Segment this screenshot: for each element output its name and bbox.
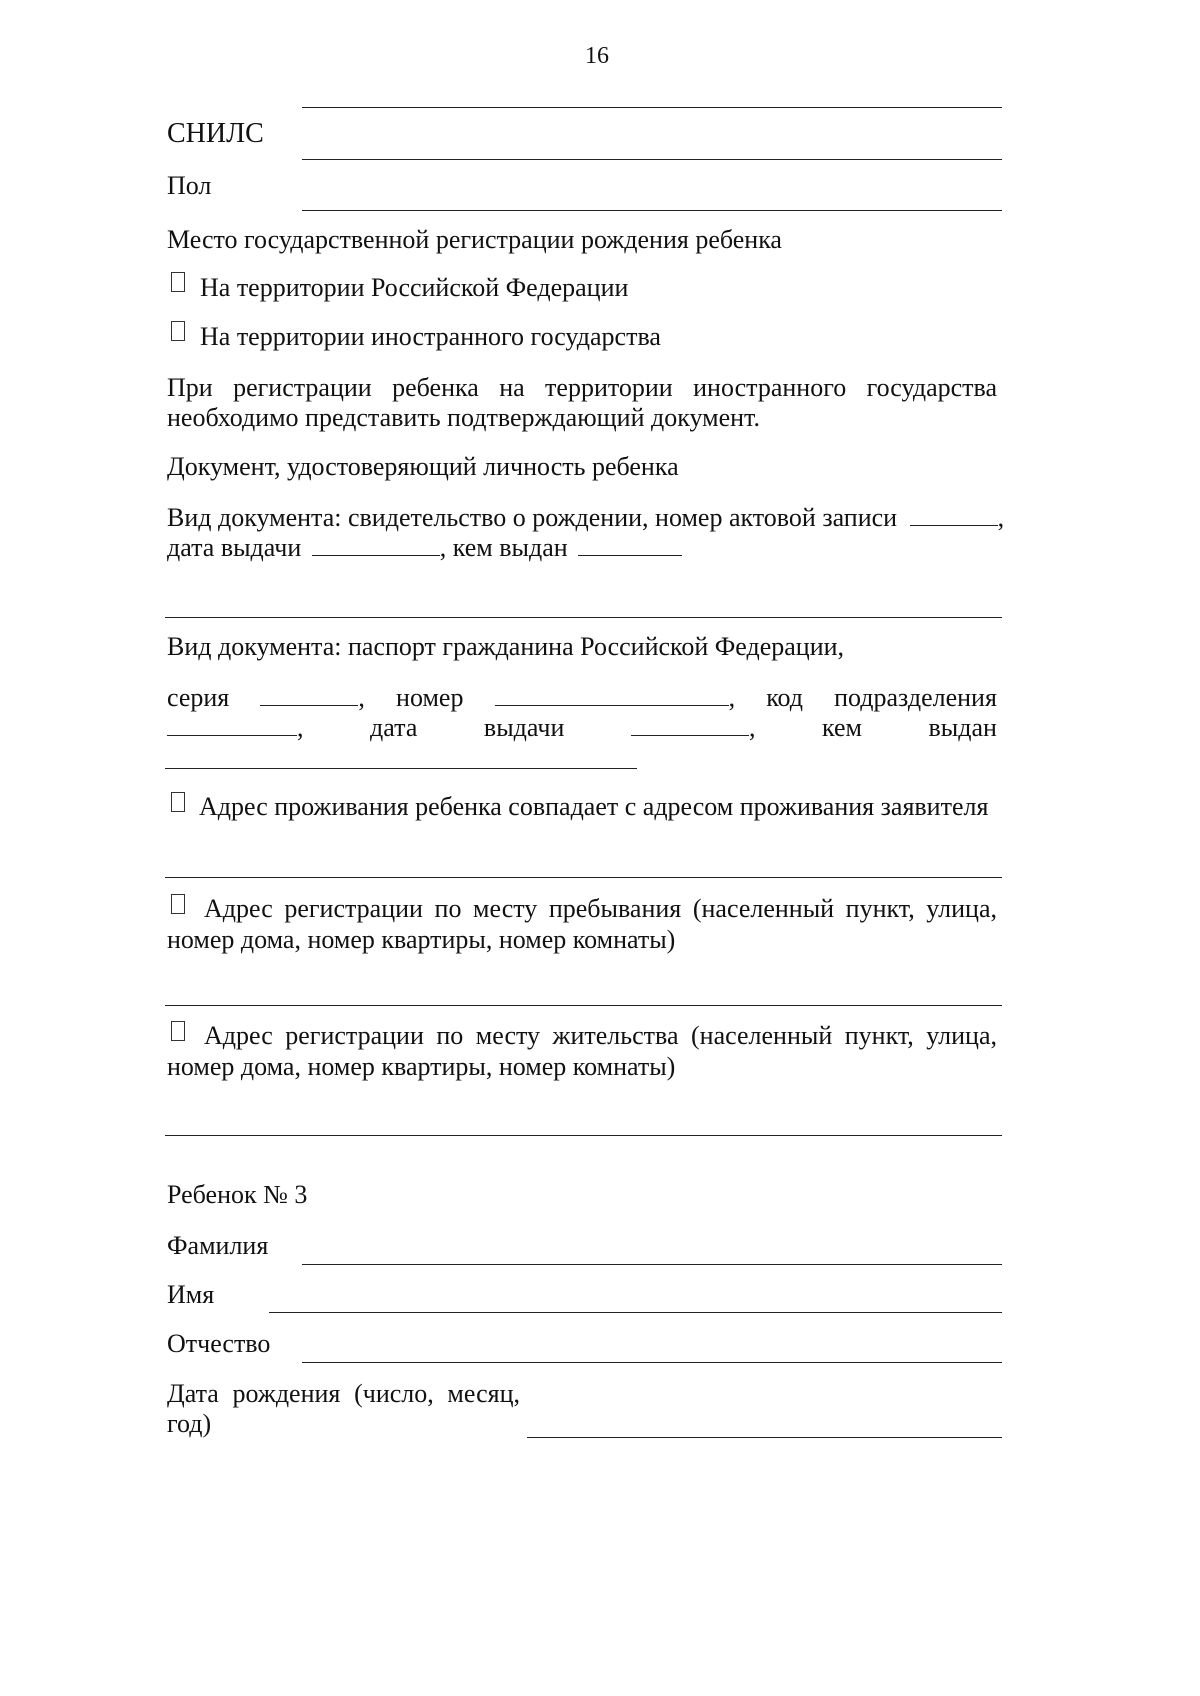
passport-line: Вид документа: паспорт гражданина Российской Федерации, (167, 632, 845, 661)
identity-doc-heading: Документ, удостоверяющий личность ребенка (167, 452, 679, 481)
checkbox-foreign[interactable] (171, 321, 185, 341)
foreign-note-line2: необходимо представить подтверждающий документ. (167, 403, 760, 432)
number-field[interactable] (495, 683, 729, 706)
option-rf-label: На территории Российской Федерации (200, 273, 629, 302)
passport-issue-row (167, 712, 997, 744)
surname-field[interactable] (302, 1264, 1002, 1265)
passport-series-row (167, 682, 997, 714)
dob-line2: год) (167, 1409, 212, 1438)
snils-field[interactable] (302, 159, 1002, 160)
patronymic-field[interactable] (302, 1362, 1002, 1363)
date-label: дата (370, 713, 418, 742)
name-field[interactable] (269, 1312, 1002, 1313)
dept-code-field-wrap: , (167, 712, 304, 744)
stay-address-line1: Адрес регистрации по месту пребывания (населенный пункт, улица, (204, 894, 997, 923)
series-label: серия (167, 683, 230, 712)
passport-issue-date-field-wrap: , (631, 712, 756, 744)
birth-cert-issue-date-field[interactable] (312, 533, 440, 556)
issue-label: выдачи (483, 713, 565, 742)
dept-code-field[interactable] (167, 713, 297, 736)
checkbox-rf[interactable] (171, 272, 185, 292)
passport-issue-date-field[interactable] (631, 713, 749, 736)
sex-field[interactable] (302, 210, 1002, 211)
snils-label: СНИЛС (167, 118, 264, 149)
child3-heading: Ребенок № 3 (167, 1180, 308, 1209)
birth-cert-continuation-field[interactable] (165, 617, 1002, 618)
name-label: Имя (167, 1280, 215, 1309)
dob-field[interactable] (527, 1437, 1002, 1438)
by-label: кем (821, 713, 862, 742)
stay-address-field[interactable] (165, 1005, 1002, 1006)
patronymic-label: Отчество (167, 1329, 271, 1358)
checkbox-residence-address[interactable] (171, 1021, 185, 1041)
dob-line1: Дата рождения (число, месяц, (167, 1379, 520, 1408)
issued-label: выдан (928, 713, 997, 742)
passport-issued-by-field[interactable] (165, 768, 637, 769)
act-record-number-field[interactable] (910, 503, 998, 526)
line-above-snils[interactable] (302, 107, 1002, 108)
sex-label: Пол (167, 171, 212, 200)
issued-by-label: , кем выдан (439, 533, 568, 562)
code-label: код (766, 683, 803, 712)
birth-cert-label: Вид документа: свидетельство о рождении, номер актовой записи (167, 503, 898, 532)
residence-address-line1: Адрес регистрации по месту жительства (населенный пункт, улица, (204, 1021, 997, 1050)
number-label: номер (396, 683, 464, 712)
birth-cert-line (167, 502, 1004, 534)
comma: , (997, 503, 1005, 532)
number-field-wrap: , (495, 682, 736, 714)
stay-address-line2: номер дома, номер квартиры, номер комнаты) (167, 925, 676, 954)
subdivision-label: подразделения (834, 683, 997, 712)
series-field-wrap: , (260, 682, 365, 714)
birth-cert-issued-by-field[interactable] (578, 533, 682, 556)
issue-date-label: дата выдачи (167, 533, 302, 562)
foreign-note-line1: При регистрации ребенка на территории иностранного государства (167, 373, 997, 402)
residence-address-field[interactable] (165, 1135, 1002, 1136)
checkbox-stay-address[interactable] (171, 894, 185, 914)
birth-cert-line2 (167, 532, 682, 564)
same-address-field[interactable] (165, 877, 1002, 878)
series-field[interactable] (260, 683, 358, 706)
same-address-label: Адрес проживания ребенка совпадает с адресом проживания заявителя (199, 792, 989, 821)
residence-address-line2: номер дома, номер квартиры, номер комнаты) (167, 1052, 676, 1081)
option-foreign-label: На территории иностранного государства (200, 322, 661, 351)
checkbox-same-address[interactable] (171, 792, 185, 812)
page-number: 16 (585, 43, 609, 69)
birth-place-heading: Место государственной регистрации рождения ребенка (167, 225, 782, 254)
surname-label: Фамилия (167, 1231, 269, 1260)
